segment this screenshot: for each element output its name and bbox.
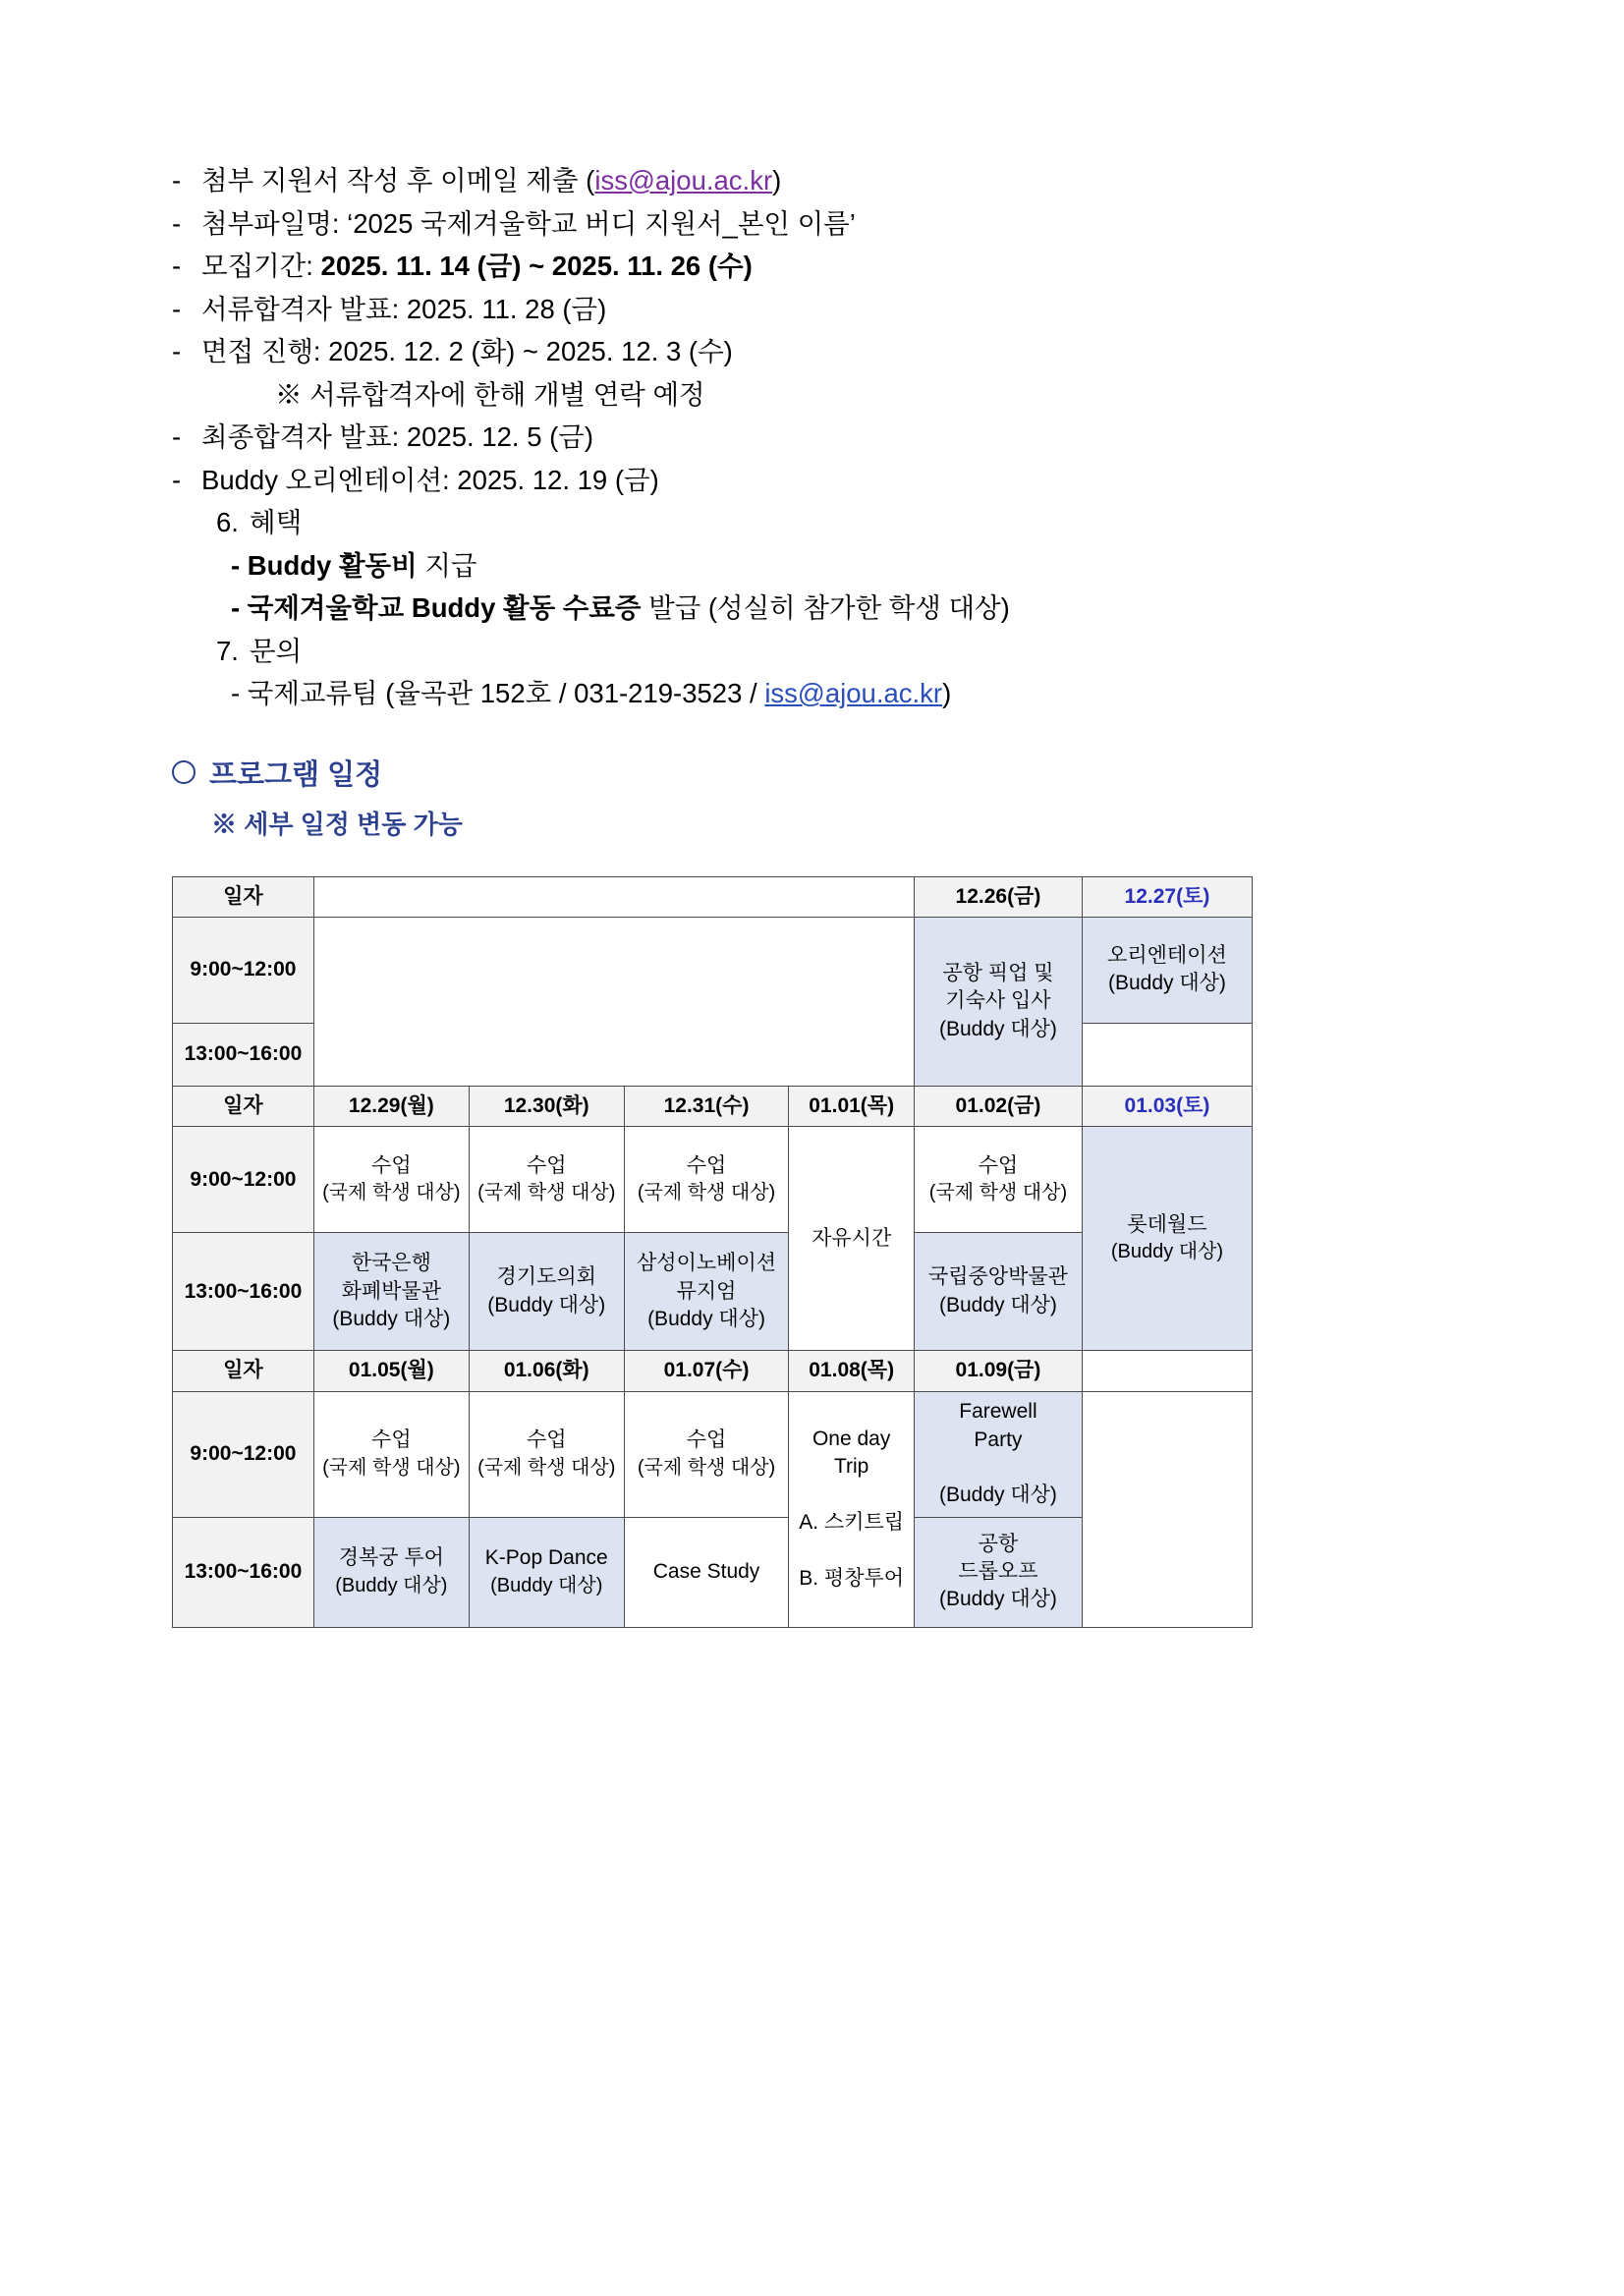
section-heading: [172, 753, 1452, 793]
cell-airport-pickup: 공항 픽업 및 기숙사 입사 (Buddy 대상): [914, 917, 1082, 1086]
bullet-text-7: 최종합격자 발표: 2025. 12. 5 (금): [201, 421, 594, 452]
time-morning-1: 9:00~12:00: [173, 917, 314, 1023]
section-title: 프로그램 일정: [209, 758, 383, 791]
cell-airport-dropoff-0109: 공항 드롭오프 (Buddy 대상): [914, 1517, 1082, 1627]
contact-prefix: - 국제교류팀 (율곡관 152호 / 031-219-3523 /: [231, 678, 765, 708]
bullet-text-5: 면접 진행: 2025. 12. 2 (화) ~ 2025. 12. 3 (수): [201, 336, 733, 366]
table-row: [173, 1127, 1253, 1233]
list-item: [172, 167, 1452, 195]
cell-class-0107: 수업 (국제 학생 대상): [624, 1391, 789, 1517]
benefit-item-2: [172, 594, 1452, 622]
list-item: [172, 252, 1452, 280]
cell-bank-museum-1229: 한국은행 화폐박물관 (Buddy 대상): [313, 1233, 469, 1351]
benefit-1-rest: 지급: [417, 549, 477, 581]
header-date-label-1: 일자: [173, 876, 314, 917]
cell-class-0105: 수업 (국제 학생 대상): [313, 1391, 469, 1517]
cell-lotte-world-0103: 롯데월드 (Buddy 대상): [1082, 1127, 1252, 1351]
header-1230: 12.30(화): [469, 1086, 624, 1126]
list-item: [172, 293, 1452, 324]
cell-samsung-museum-1231: 삼성이노베이션 뮤지엄 (Buddy 대상): [624, 1233, 789, 1351]
bullet-text-3-bold: 2025. 11. 14 (금) ~ 2025. 11. 26 (수): [320, 251, 753, 281]
bullet-list: [172, 167, 1452, 707]
cell-gyeongbokgung-0105: 경복궁 투어 (Buddy 대상): [313, 1517, 469, 1627]
item-title: 혜택: [250, 507, 303, 537]
time-afternoon-2: 13:00~16:00: [173, 1233, 314, 1351]
dash-marker: -: [172, 165, 182, 196]
header-date-label-3: 일자: [173, 1351, 314, 1391]
program-schedule-table: [172, 876, 1253, 1628]
cell-class-1231: 수업 (국제 학생 대상): [624, 1127, 789, 1233]
table-row: [173, 876, 1253, 917]
dash-marker: -: [172, 336, 182, 366]
time-afternoon-3: 13:00~16:00: [173, 1517, 314, 1627]
header-1229: 12.29(월): [313, 1086, 469, 1126]
benefit-item-1: [172, 549, 1452, 581]
blank-cell: [1082, 1351, 1252, 1391]
table-row: [173, 1391, 1253, 1517]
item-title: 문의: [250, 635, 303, 666]
cell-case-study-0107: Case Study: [624, 1517, 789, 1627]
cell-farewell-party-0109: Farewell Party (Buddy 대상): [914, 1391, 1082, 1517]
benefit-2-rest: 발급 (성실히 참가한 학생 대상): [641, 592, 1010, 623]
dash-marker: -: [172, 421, 182, 452]
numbered-item-6: [172, 509, 1452, 536]
list-item-note: [172, 378, 1452, 410]
benefit-2-bold: - 국제겨울학교 Buddy 활동 수료증: [231, 592, 642, 623]
contact-suffix: ): [942, 678, 952, 708]
blank-cell: [1082, 1391, 1252, 1627]
header-0101: 01.01(목): [789, 1086, 915, 1126]
list-item: [172, 207, 1452, 239]
header-0109: 01.09(금): [914, 1351, 1082, 1391]
header-0105: 01.05(월): [313, 1351, 469, 1391]
item-number: 7.: [216, 635, 239, 666]
cell-free-time-0101: 자유시간: [789, 1127, 915, 1351]
bullet-text-2: 첨부파일명: ‘2025 국제겨울학교 버디 지원서_본인 이름’: [201, 207, 856, 239]
cell-one-day-trip-0108: One day Trip A. 스키트립 B. 평창투어: [789, 1391, 915, 1627]
contact-line: [172, 680, 1452, 707]
header-date-label-2: 일자: [173, 1086, 314, 1126]
header-0108: 01.08(목): [789, 1351, 915, 1391]
cell-class-0102: 수업 (국제 학생 대상): [914, 1127, 1082, 1233]
blank-cell: [313, 917, 914, 1086]
dash-marker: -: [172, 293, 182, 324]
cell-orientation: 오리엔테이션 (Buddy 대상): [1082, 917, 1252, 1023]
bullet-text-8: Buddy 오리엔테이션: 2025. 12. 19 (금): [201, 464, 659, 495]
section-note: ※ 세부 일정 변동 가능: [211, 809, 463, 839]
dash-marker: -: [172, 207, 182, 239]
header-1227: 12.27(토): [1082, 876, 1252, 917]
header-0102: 01.02(금): [914, 1086, 1082, 1126]
benefit-1-bold: - Buddy 활동비: [231, 549, 418, 581]
cell-kpop-dance-0106: K-Pop Dance (Buddy 대상): [469, 1517, 624, 1627]
bullet-text-4: 서류합격자 발표: 2025. 11. 28 (금): [201, 293, 607, 324]
table-row: [173, 1351, 1253, 1391]
blank-cell: [313, 876, 914, 917]
cell-gyeonggi-council-1230: 경기도의회 (Buddy 대상): [469, 1233, 624, 1351]
bullet-text-6: ※ 서류합격자에 한해 개별 연락 예정: [275, 378, 705, 410]
header-0106: 01.06(화): [469, 1351, 624, 1391]
time-morning-3: 9:00~12:00: [173, 1391, 314, 1517]
time-morning-2: 9:00~12:00: [173, 1127, 314, 1233]
header-1226: 12.26(금): [914, 876, 1082, 917]
list-item: [172, 338, 1452, 365]
table-row: [173, 917, 1253, 1023]
bullet-text-3-prefix: 모집기간:: [201, 251, 321, 281]
item-number: 6.: [216, 507, 239, 537]
dash-marker: [172, 381, 201, 409]
cell-class-0106: 수업 (국제 학생 대상): [469, 1391, 624, 1517]
cell-national-museum-0102: 국립중앙박물관 (Buddy 대상): [914, 1233, 1082, 1351]
bullet-text-1: 첨부 지원서 작성 후 이메일 제출 (iss@ajou.ac.kr): [201, 165, 782, 196]
header-1231: 12.31(수): [624, 1086, 789, 1126]
header-0107: 01.07(수): [624, 1351, 789, 1391]
cell-class-1229: 수업 (국제 학생 대상): [313, 1127, 469, 1233]
table-row: [173, 1086, 1253, 1126]
email-link-apply[interactable]: iss@ajou.ac.kr: [594, 165, 773, 196]
cell-class-1230: 수업 (국제 학생 대상): [469, 1127, 624, 1233]
time-afternoon-1: 13:00~16:00: [173, 1023, 314, 1086]
dash-marker: -: [172, 251, 182, 281]
header-0103: 01.03(토): [1082, 1086, 1252, 1126]
dash-marker: -: [172, 464, 182, 495]
list-item: [172, 464, 1452, 495]
list-item: [172, 423, 1452, 451]
blank-cell: [1082, 1023, 1252, 1086]
circle-bullet-icon: [172, 760, 196, 784]
email-link-contact[interactable]: iss@ajou.ac.kr: [764, 678, 943, 708]
numbered-item-7: [172, 635, 1452, 666]
